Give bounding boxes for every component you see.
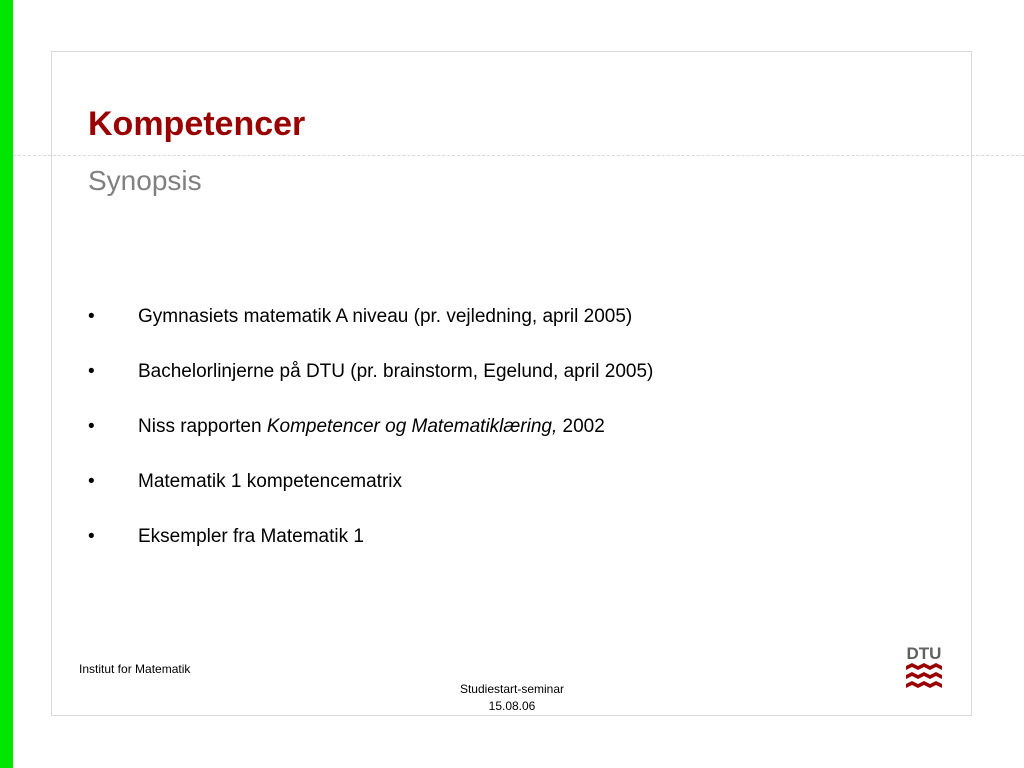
footer-date: 15.08.06	[488, 699, 536, 713]
report-title: Kompetencer og Matematiklæring,	[266, 416, 558, 437]
logo-ribbons	[906, 663, 942, 688]
dtu-logo-icon	[905, 642, 943, 694]
bullet-text: Eksempler fra Matematik 1	[138, 526, 364, 547]
bullet-icon: •	[88, 526, 95, 547]
footer-event: Studiestart-seminar	[459, 682, 565, 696]
bullet-text-prefix: Niss rapporten	[138, 416, 267, 437]
bullet-text	[138, 412, 605, 442]
bullet-icon: •	[88, 306, 95, 327]
bullet-icon: •	[88, 361, 95, 382]
logo-text: DTU	[906, 644, 942, 663]
bullet-text: Matematik 1 kompetencematrix	[138, 471, 402, 492]
bullet-icon: •	[88, 416, 95, 437]
slide-title: Kompetencer	[88, 105, 306, 143]
slide-subtitle: Synopsis	[88, 165, 202, 196]
bullet-text: Gymnasiets matematik A niveau (pr. vejledning, april 2005)	[138, 306, 633, 327]
bullet-text-suffix: 2002	[557, 416, 605, 437]
bullet-text: Bachelorlinjerne på DTU (pr. brainstorm, Egelund, april 2005)	[138, 361, 654, 382]
footer-event-info	[412, 681, 612, 715]
bullet-icon: •	[88, 471, 95, 492]
accent-bar	[0, 0, 13, 768]
guide-divider	[13, 155, 1024, 156]
footer-institute: Institut for Matematik	[79, 662, 191, 676]
